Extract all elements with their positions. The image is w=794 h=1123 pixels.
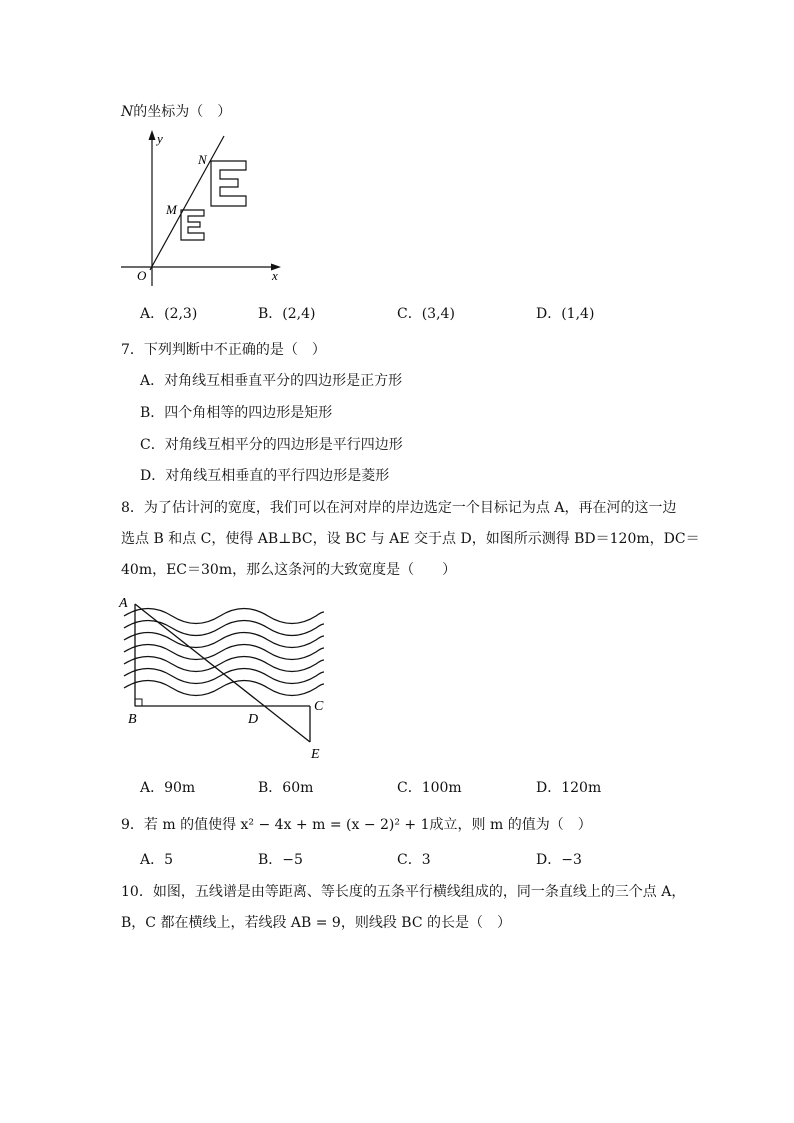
q6-option-d[interactable]: D．(1,4) — [536, 306, 595, 322]
right-angle-mark — [135, 699, 142, 706]
q9-option-a[interactable]: A．5 — [140, 852, 174, 868]
q9-option-b[interactable]: B．−5 — [258, 852, 303, 868]
point-e-label: E — [311, 747, 320, 762]
q10-stem-line1: 10．如图，五线谱是由等距离、等长度的五条平行横线组成的，同一条直线上的三个点 A， — [121, 884, 686, 900]
coordinate-figure — [115, 128, 285, 290]
q7-stem: 7．下列判断中不正确的是（ ） — [121, 342, 326, 358]
small-e-shape — [181, 210, 204, 240]
q6-stem-text: 的坐标为（ ） — [133, 104, 232, 120]
q6-option-b[interactable]: B．(2,4) — [258, 306, 316, 322]
q8-stem-line2: 选点 B 和点 C，使得 AB⊥BC，设 BC 与 AE 交于点 D，如图所示测得 BD＝120m，DC＝ — [121, 531, 700, 547]
q6-stem-var: N — [121, 104, 134, 120]
point-b-label: B — [128, 712, 137, 727]
q8-stem-line1: 8．为了估计河的宽度，我们可以在河对岸的岸边选定一个目标记为点 A，再在河的这一边 — [121, 500, 677, 516]
river-waves — [124, 609, 324, 696]
y-axis-label: y — [157, 131, 163, 146]
q9-option-c[interactable]: C．3 — [397, 852, 431, 868]
x-axis-label: x — [272, 268, 278, 283]
segment-ae — [135, 604, 310, 742]
origin-label: O — [137, 268, 147, 283]
q8-option-c[interactable]: C．100m — [397, 780, 462, 796]
q8-option-d[interactable]: D．120m — [536, 780, 602, 796]
q7-option-d[interactable]: D．对角线互相垂直的平行四边形是菱形 — [140, 468, 390, 484]
river-wave — [124, 681, 324, 696]
river-figure — [110, 592, 340, 762]
q7-option-c[interactable]: C．对角线互相平分的四边形是平行四边形 — [140, 437, 403, 453]
q7-option-b[interactable]: B．四个角相等的四边形是矩形 — [140, 405, 333, 421]
q8-option-a[interactable]: A．90m — [140, 780, 196, 796]
point-a-label: A — [119, 596, 128, 611]
point-m-label: M — [166, 202, 177, 217]
y-axis-arrow-icon — [149, 130, 156, 140]
q9-stem: 9．若 m 的值使得 x² − 4x + m = (x − 2)² + 1成立，则 m 的值为（ ） — [121, 817, 592, 833]
large-e-shape — [211, 161, 246, 206]
line-through-origin — [150, 136, 224, 270]
point-c-label: C — [314, 699, 324, 714]
q8-option-b[interactable]: B．60m — [258, 780, 314, 796]
q9-option-d[interactable]: D．−3 — [536, 852, 582, 868]
q7-option-a[interactable]: A．对角线互相垂直平分的四边形是正方形 — [140, 373, 403, 389]
q8-stem-line3: 40m，EC＝30m，那么这条河的大致宽度是（ ） — [121, 562, 457, 578]
q6-option-a[interactable]: A．(2,3) — [140, 306, 198, 322]
q10-stem-line2: B，C 都在横线上，若线段 AB = 9，则线段 BC 的长是（ ） — [121, 915, 511, 931]
q6-stem — [121, 102, 231, 122]
point-n-label: N — [198, 152, 207, 167]
point-d-label: D — [248, 712, 259, 727]
q6-option-c[interactable]: C．(3,4) — [397, 306, 455, 322]
